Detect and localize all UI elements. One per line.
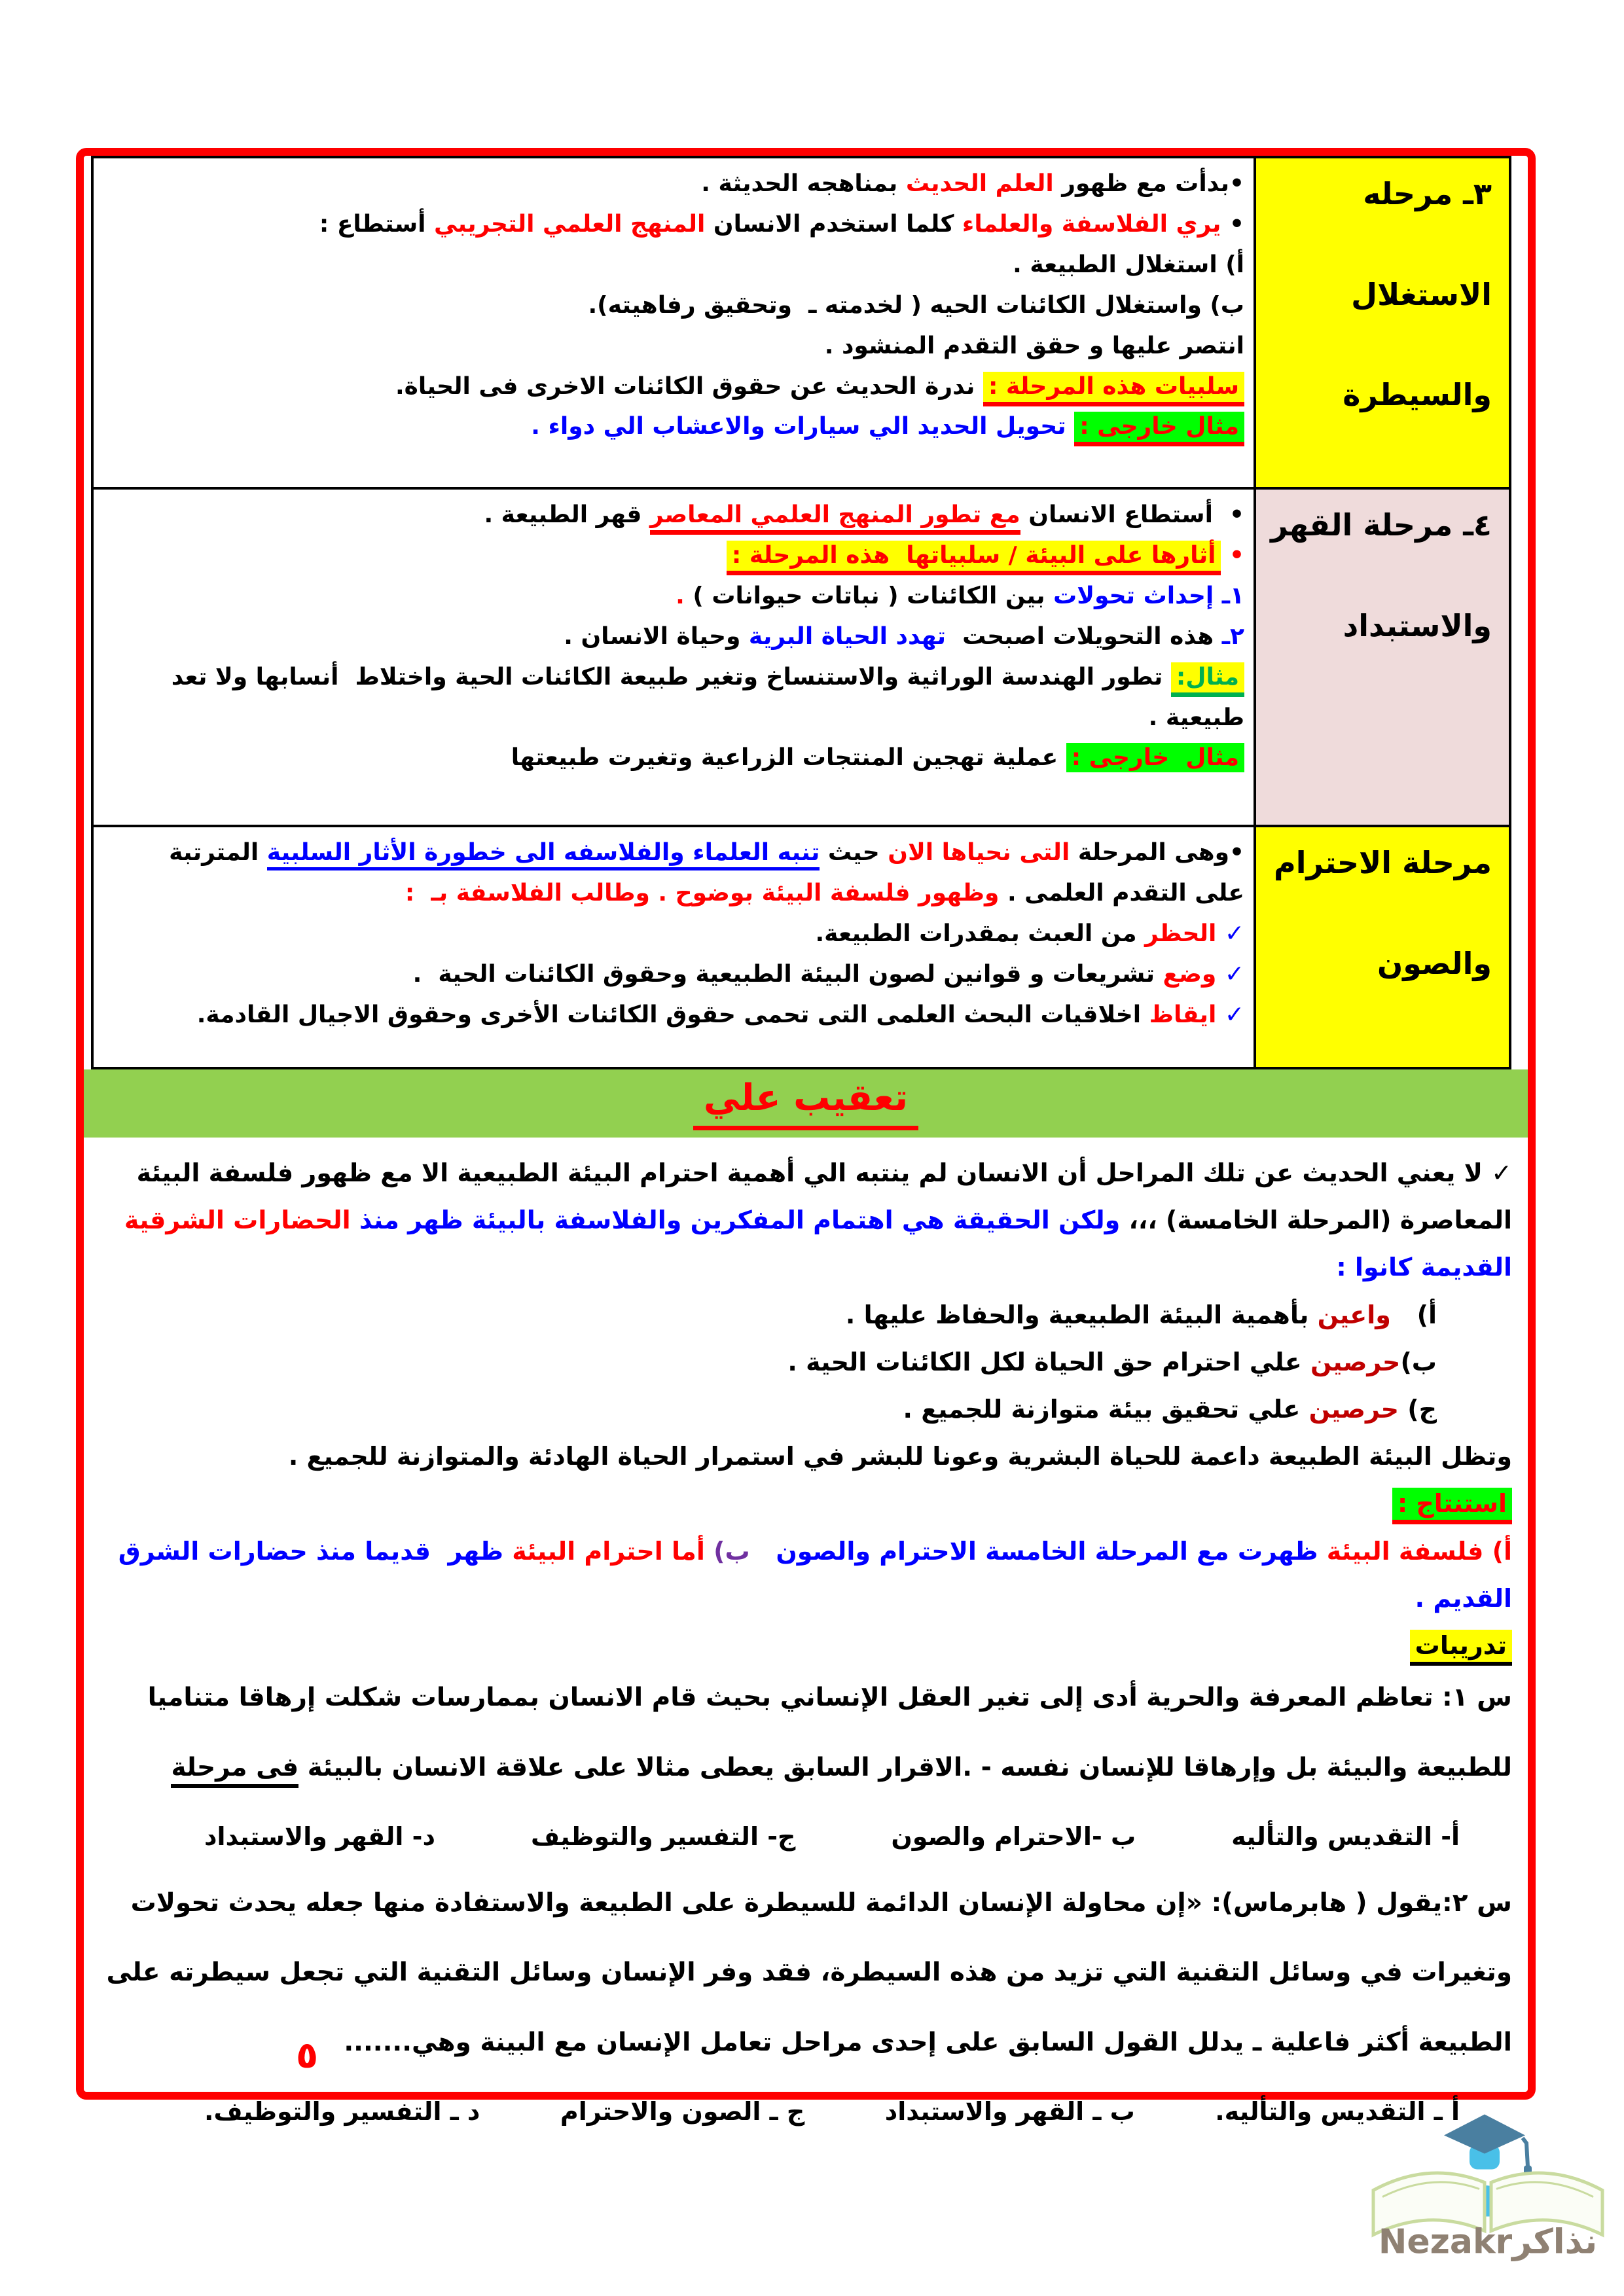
text-line (99, 1575, 1512, 1622)
text-segment: ✓ (1216, 920, 1244, 947)
text-line (100, 657, 1244, 698)
text-segment: ✓ (1216, 960, 1244, 988)
text-line (99, 1149, 1512, 1196)
text-line (100, 576, 1244, 617)
text-segment: والصون (1377, 945, 1492, 981)
text-segment: • (1221, 541, 1244, 569)
text-line (100, 406, 1244, 447)
text-segment: ٣ـ مرحله (1363, 176, 1492, 211)
text-segment: ب) واستغلال الكائنات الحيه ( لخدمته ـ وتحقيق رفاهيته). (588, 291, 1244, 319)
text-line (1261, 607, 1492, 645)
text-segment: مثال خارجى : (1074, 412, 1244, 446)
stage-header-subjugation (1255, 488, 1510, 826)
stage-header-exploitation (1255, 157, 1510, 488)
answer-option: أ ـ التقديس والتأليه. (1215, 2097, 1460, 2126)
text-segment: للطبيعة والبيئة بل وإرهاقا للإنسان نفسه - .الاقرار السابق يعطى مثالا على علاقة الانسان بالبيئة (298, 1752, 1512, 1782)
text-line (99, 1748, 1512, 1787)
text-line (99, 1291, 1512, 1338)
text-segment: حرصين (1308, 1394, 1399, 1424)
text-segment: • أستطاع الانسان (1020, 501, 1244, 528)
text-segment: كلما استخدم الانسان (705, 210, 962, 238)
text-segment: ٤ـ مرحلة القهر (1271, 507, 1492, 543)
text-segment (750, 1537, 776, 1566)
text-segment: ١ـ إحداث تحولات (1053, 582, 1244, 609)
text-line (99, 1196, 1512, 1244)
text-line (100, 245, 1244, 285)
text-line (100, 738, 1244, 778)
text-segment: هذه التحويلات اصبحت (946, 622, 1214, 650)
text-line (100, 495, 1244, 535)
text-line (99, 1433, 1512, 1480)
text-segment: والاستبداد (1343, 607, 1492, 643)
question-2-options (99, 2092, 1512, 2131)
text-segment: أ) (1390, 1300, 1437, 1329)
text-segment: مثال: (1171, 662, 1244, 697)
followup-paragraphs (99, 1149, 1512, 1480)
text-segment: العلم الحديث (905, 170, 1054, 197)
answer-option: أ- التقديس والتأليه (1231, 1821, 1460, 1851)
text-segment: قهر الطبيعة . (484, 501, 650, 528)
text-segment: يري الفلاسفة والعلماء (962, 210, 1221, 238)
text-segment: أستطاع : (319, 210, 434, 238)
text-segment: وضع (1163, 960, 1217, 988)
text-line (100, 873, 1244, 914)
text-segment: ظهرت مع المرحلة الخامسة الاحترام والصون (776, 1536, 1318, 1566)
text-segment: انتصر عليها و حقق التقدم المنشود . (824, 332, 1244, 359)
text-segment: تشريعات و قوانين لصون البيئة الطبيعية وحقوق الكائنات الحية . (412, 960, 1163, 988)
page-number: ٥ (296, 2034, 319, 2077)
question-1 (99, 1678, 1512, 1856)
text-line (99, 1338, 1512, 1386)
text-line (99, 1884, 1512, 1923)
text-segment: وظهور فلسفة البيئة بوضوح . وطالب الفلاسفة بـ : (405, 879, 1000, 906)
text-segment: استنتاج : (1392, 1488, 1512, 1524)
answer-option: د ـ التفسير والتوظيف. (204, 2097, 480, 2126)
text-segment: مع تطور المنهج العلمي المعاصر (650, 501, 1020, 535)
text-segment: وتظل البيئة الطبيعة داعمة للحياة البشرية وعونا للبشر في استمرار الحياة الهادئة والمتوازنة للجميع . (288, 1442, 1512, 1471)
stage-content-subjugation (92, 488, 1255, 826)
text-segment: تهدد الحياة البرية (748, 622, 947, 650)
text-line (99, 1386, 1512, 1433)
text-segment: •وهى المرحلة (1070, 839, 1244, 866)
answer-option: ب ـ القهر والاستبداد (884, 2097, 1135, 2126)
text-line (100, 698, 1244, 738)
text-segment: ✓ (1216, 1001, 1244, 1028)
text-segment: ظهر قديما منذ حضارات الشرق (118, 1536, 504, 1566)
text-line (100, 833, 1244, 873)
text-segment: الاستغلال (1351, 276, 1492, 312)
text-segment: بمناهجه الحديثة . (701, 170, 906, 197)
text-segment: المعاصرة (المرحلة الخامسة) ،،، (1120, 1206, 1512, 1235)
text-segment: ✓ لا يعني الحديث عن تلك المراحل أن الانسان لم ينتبه الي أهمية احترام البيئة الطبيعية الا مع ظهور فلسفة البيئة (136, 1158, 1512, 1187)
text-segment: حرصين (1310, 1347, 1401, 1376)
question-1-options (99, 1818, 1512, 1856)
text-segment: ب) (704, 1536, 750, 1566)
text-segment: ندرة الحديث عن حقوق الكائنات الاخرى فى الحياة. (395, 372, 983, 400)
text-segment: حيث (820, 839, 888, 866)
text-segment: أ) فلسفة البيئة (1318, 1536, 1512, 1566)
text-segment: وحياة الانسان . (564, 622, 749, 650)
text-segment: والسيطرة (1343, 377, 1492, 412)
stage-content-exploitation (92, 157, 1255, 488)
text-line (100, 617, 1244, 657)
text-segment: ايقاظ (1149, 1001, 1217, 1028)
text-segment: تدريبات (1410, 1630, 1512, 1666)
text-line (1261, 276, 1492, 314)
text-segment: س ١: تعاظم المعرفة والحرية أدى إلى تغير العقل الإنساني بحيث قام الانسان بممارسات شكلت إرهاقا متناميا (147, 1683, 1512, 1713)
text-segment: •بدأت مع ظهور (1053, 170, 1244, 197)
text-line (100, 326, 1244, 367)
text-segment: على التقدم العلمى . (999, 879, 1244, 906)
exercises-label (99, 1622, 1512, 1669)
text-line (1261, 844, 1492, 882)
text-line (100, 954, 1244, 995)
answer-option: ب -الاحترام والصون (891, 1821, 1136, 1851)
text-line (1261, 376, 1492, 414)
text-segment: أما احترام البيئة (503, 1536, 705, 1566)
text-segment: اخلاقيات البحث العلمى التى تحمى حقوق الكائنات الأخرى وحقوق الاجيال القادمة. (196, 1001, 1149, 1028)
text-segment: القديم . (1415, 1583, 1512, 1613)
text-line (100, 914, 1244, 954)
text-segment: وتغيرات في وسائل التقنية التي تزيد من هذه السيطرة، فقد وفر الإنسان وسائل التقنية التي تجعل سيطرته على (106, 1958, 1512, 1988)
text-segment: المنهج العلمي التجريبي (433, 210, 706, 238)
text-segment: واعين (1317, 1300, 1391, 1329)
answer-option: ج- التفسير والتوظيف (530, 1821, 796, 1851)
text-segment: الحضارات الشرقية (124, 1206, 351, 1235)
text-segment: ٢ـ (1214, 622, 1244, 650)
text-line (100, 204, 1244, 245)
nezakr-logo (1367, 2109, 1609, 2263)
body-section (84, 1138, 1528, 2131)
text-segment (1066, 413, 1075, 440)
text-segment: تحويل الحديد الي سيارات والاعشاب الي دواء . (531, 413, 1066, 440)
text-segment: الحظر (1145, 920, 1217, 947)
text-segment: الطبيعة أكثر فاعلية ـ يدلل القول السابق على إحدى مراحل تعامل الإنسان مع البينة وهي....... (344, 2027, 1512, 2057)
text-segment: عملية تهجين المنتجات الزراعية وتغيرت طبيعتها (511, 744, 1066, 772)
text-segment: المترتبة (169, 839, 267, 866)
text-segment: تطور الهندسة الوراثية والاستنساخ وتغير طبيعة الكائنات الحية واختلاط أنسابها ولا تعد (171, 663, 1171, 691)
table-row-respect (92, 826, 1510, 1068)
text-segment: التى نحياها الان (888, 839, 1070, 866)
text-line (1261, 945, 1492, 983)
red-border-frame (76, 148, 1536, 2126)
text-segment: مثال خارجى : (1066, 743, 1244, 772)
text-segment: تنبه العلماء والفلاسفه الى خطورة الأثار السلبية (267, 839, 820, 870)
text-line (100, 995, 1244, 1035)
text-line (1261, 507, 1492, 545)
stage-header-respect (1255, 826, 1510, 1068)
text-segment: علي تحقيق بيئة متوازنة للجميع . (903, 1394, 1309, 1424)
text-line (99, 1244, 1512, 1291)
stages-table (91, 156, 1511, 1069)
text-segment: . (676, 582, 693, 609)
text-line (99, 1622, 1512, 1669)
text-line (100, 367, 1244, 407)
text-line (99, 1953, 1512, 1992)
text-segment: • (1221, 210, 1244, 238)
text-segment: ج) (1399, 1394, 1437, 1424)
text-line (99, 1528, 1512, 1575)
logo-text: Nezakrنذاكر (1378, 2222, 1598, 2262)
text-segment: س ٢:يقول ( هابرماس): «إن محاولة الإنسان الدائمة للسيطرة على الطبيعة والاستفادة منها جعله يحدث تحولات (130, 1888, 1512, 1918)
text-line (99, 1480, 1512, 1527)
text-segment: طبيعية . (1148, 704, 1244, 731)
text-segment: ولكن الحقيقة هي اهتمام المفكرين والفلاسفة بالبيئة ظهر منذ (350, 1206, 1121, 1235)
commentary-banner (84, 1069, 1528, 1138)
question-2 (99, 1884, 1512, 2131)
table-row-subjugation (92, 488, 1510, 826)
text-line (100, 535, 1244, 576)
table-row-exploitation (92, 157, 1510, 488)
text-line (100, 285, 1244, 326)
text-segment: القديمة كانوا : (1336, 1253, 1512, 1282)
text-segment: من العبث بمقدرات الطبيعة. (815, 920, 1146, 947)
conclusion-paragraphs (99, 1480, 1512, 1622)
text-segment: علي احترام حق الحياة لكل الكائنات الحية . (787, 1347, 1310, 1376)
text-line (99, 1678, 1512, 1717)
text-segment: بأهمية البيئة الطبيعية والحفاظ عليها . (845, 1300, 1318, 1329)
text-segment: أ) استغلال الطبيعة . (1013, 251, 1244, 278)
stage-content-respect (92, 826, 1255, 1068)
text-segment: مرحلة الاحترام (1274, 845, 1492, 880)
text-line (100, 164, 1244, 204)
answer-option: ج ـ الصون والاحترام (560, 2097, 805, 2126)
text-segment: فى مرحلة (171, 1753, 298, 1788)
answer-option: د- القهر والاستبداد (204, 1821, 435, 1851)
text-segment: سلبيات هذه المرحلة : (983, 372, 1244, 406)
commentary-banner-title: تعقيب علي (693, 1077, 918, 1130)
text-line (1261, 175, 1492, 213)
question-1-text (99, 1678, 1512, 1787)
text-segment: أثارها على البيئة / سلبياتها هذه المرحلة : (727, 541, 1221, 575)
text-segment: بين الكائنات ( نباتات حيوانات ) (693, 582, 1054, 609)
text-segment: ب) (1400, 1347, 1437, 1376)
